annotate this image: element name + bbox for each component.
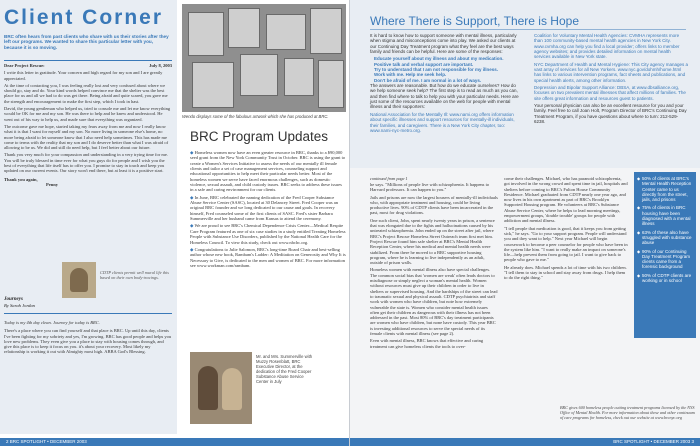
story-paragraph: he says. "Millions of people live with schizophrenia. It happens to Harvard professors. It can happen to you." [370, 182, 490, 193]
letter-signoff: Thank you again, [4, 176, 38, 182]
client-photo-caption: CDTP clients permit well mural life this based on their own body-tracings. [100, 270, 169, 280]
story-paragraph: come their challenges. Michael, who has paranoid schizophrenia, got involved in the wrong crowd and spent time in jail, hospitals and shelters before coming to BRC's Fulton House Community Residence. Michael graduated from CDTP nearly one year ago, and now lives in his own apartment as part of BRC's Brooklyn Supported Housing program. He volunteers at BRC's Substance Abuse Service Center, where he helps to lead morning meetings, empowerment groups, 'double trouble' groups for people with addiction and mental illness. [504, 176, 628, 224]
divider [370, 29, 686, 30]
divider [4, 313, 172, 314]
dohmh-resource: NYC Department of Health and Mental Hygiene: This City agency manages a vast array of services for all New Yorkers. www.nyc.gov/dohmh/home.html has links to various intervention programs, fact sheets and publications, and special health alerts, among other information. [534, 61, 688, 83]
client-corner-intro: BRC often hears from past clients who share with us their stories after they left our programs. We wanted to share this particular letter with you, because it is so moving. [4, 34, 169, 50]
response-item: Work with me. Help me seek help. [374, 72, 447, 78]
letter-paragraph: At the time of contacting you, I was feeling really lost and very confused about where we should go, stay and do. Your kind words helped convince me that the shelter was the best place for us and all we had to do was get there. Being afraid and quite scared, you gave me the strength and encouragement to make the first step, which I took in hast. [4, 82, 168, 104]
update-paragraph: Homeless women now have an even greater resource in BRC, thanks to a $90,000 seed grant from the New York Community Trust in October. BRC is using the grant to create a Women's Services Initiative to assess the needs of our mentally ill female clients and tailor a set of case management services, counseling support and educational opportunities to help meet their particular needs better. Most of the homeless women we serve have faced enormous challenges, such as domestic violence, sexual assault, and child custody issues. BRC seeks to address these issues in a safe and caring environment for our clients. [190, 150, 346, 193]
journeys-byline: By Sarah Jordan [4, 303, 35, 308]
divider [4, 60, 172, 61]
letter-signature: Penny [46, 181, 59, 187]
story-paragraph: Jails and prisons are now the largest housers of mentally-ill individuals who, with appropriate treatment and housing, could be living productive lives. 90% of CDTP clients have been incarcerated in the past, most for drug violations. [370, 194, 498, 216]
artwork-caption: Wendo displays some of the fabulous artwork which she has produced at BRC. [182, 114, 329, 119]
responses-list [370, 56, 522, 83]
dedication-photo [190, 352, 252, 424]
cvmha-resource: Coalition for Voluntary Mental Health Agencies: CVMHA represents more than 100 community-based mental health agencies in New York City. www.cvmha.org can help you find a local provider; offers links to member agency websites; and provides detailed information on mental health services available in New York state. [534, 33, 680, 60]
right-page [350, 0, 700, 446]
diamond-icon: ◆ [190, 150, 194, 155]
letter-paragraph: I write this letter in gratitude. Your concern and high regard for my son and I are greatly appreciated. [4, 70, 163, 81]
program-updates-title: BRC Program Updates [190, 129, 329, 144]
update-paragraph: We are proud to see BRC's Chemical Dependence Crisis Center—Medical Respite Care Program featured as one of six case studies in a study entitled Treating Homeless People with Substance Use Disorders, published by the National Health Care for the Homeless Council. To view this study, check out www.nhchc.org. [190, 223, 346, 245]
stat-item: ◆ 90% of our Continuing Day Treatment Program clients came from a forensic background [637, 249, 693, 270]
stat-item: ◆ 75% of clients in BRC housing have been diagnosed with a mental illness [637, 205, 693, 226]
letter-salutation: Dear Project Rescue: [4, 63, 45, 68]
program-credit: BRC gives 600 homeless people cutting treatment programs licensed by the NYS Office of Mental Health. For more information about these and other continuum of care programs for homeless, check out our website at www.brcnyc.org [560, 405, 695, 420]
right-footer: BRC SPOTLIGHT • DECEMBER 2003 3 [350, 438, 700, 446]
update-paragraph: Congratulations to Julie Salomon, BRC's long-time Board Chair and best-selling author whose new book, Rambam's Ladder: A Meditation on Generosity and Why It is Necessary to Give, is dedicated to the men and women of BRC. For more information see www.workman.com/rambam. [190, 246, 346, 268]
stat-item: ◆ 63% of these also have struggled with substance abuse [637, 230, 693, 246]
diamond-icon: ◆ [190, 223, 194, 229]
journey-paragraph: Today is my 4th day clean. Journey for today is BRC. [4, 320, 100, 325]
stats-box [634, 172, 696, 338]
program-updates-body [190, 150, 346, 270]
response-item: Try to understand that I am not responsible for my illness. [374, 67, 499, 73]
diamond-icon: ◆ [190, 194, 194, 200]
artwork-photo [182, 4, 346, 112]
story-paragraph: One such client, John, spent nearly twenty years in prison, a sentence that was elongated due to the fights and hallucinations caused by his untreated schizophrenia. John ended up on the street after jail, where BRC's Project Rescue Homeless Street Outreach team first met him. Project Rescue found him safe shelter at BRC's Mental Health Reception Center, where his medical and mental health needs were stabilized. From there he moved to a BRC supportive housing program, where he is learning to live independently as an adult, outside of prison walls. [370, 217, 495, 266]
letter-paragraph: The outcome gave me hope, started taking my fears away from me and now I really know what it is that I want for myself and my son. No more living in someone else's home, no more being afraid to let someone know that I also need help sometimes. This has made me come to terms with the reality that my son and I do deserve better than what I was afraid of allowing to be us. We did and still do need help, but I feel better about our future. [4, 123, 169, 151]
journeys-text [4, 320, 172, 358]
client-letter [4, 63, 172, 187]
story-paragraph: Homeless women with mental illness also have special challenges. The common social bias that 'women are weak' often leads doctors to misdiagnose or simply neglect a woman's mental health. Women without resources must give up their children in order to live in shelters or supervised housing. And the hardships of the street can lead to traumatic sexual and physical assault. CDTP psychiatrists and staff work with women who have children, but note how extremely vulnerable the state is. Women who consider mental health issues often get their children as dangerous with their illness has not been addressed in the past. Most 80% of BRC's day treatment participants are women who have children, but none have custody. This year BRC is investing additional resources to serve the special needs of its female clients with mental illness (see page 2). [370, 267, 498, 337]
support-paragraph: The answers are reasonable. But how do we educate ourselves? How do we help someone seek help? The first step is to read as much as you can, and then find where to talk to help you with your particular needs. Here are just some of the resources available on the web for people with mental illness and their supporters: [370, 83, 519, 110]
dedication-photo-caption: Mr. and Mrs. Summerville with Muzzy Rosenblatt, BRC Executive Director, at the dedication of the Fred Cooper Substance Abuse Service Center in July [256, 354, 313, 384]
story-paragraph: "I tell people that medication is good, that it keeps you from getting sick," he says. "Go to your support program. People will understand you and they want to help." Next year Michael will begin coursework to become a peer counselor for people who have been in the system like him. "I want to really make an impact on someone's life—help prevent them from going to jail. I want to give back to people who gave to me." [504, 225, 628, 263]
update-paragraph: In June, BRC celebrated the naming dedication of the Fred Cooper Substance Abuse Service Center (SASC), located at 30 Delancey Street. Fred Cooper was an original BRC founder and we long dedicated to our cause and goals. In recovery himself, Fred counseled some of the first clients of SASC. Fred's sister Barbara Summerville and her husband came from Kansas to attend the ceremony. [190, 194, 338, 222]
nami-resource: National Association for the Mentally Ill: www.nami.org offers information about specific illnesses and support resources for mentally-ill individuals, their families, and caregivers. There is a New York City chapter, too: www.nami-nyc-metro.org. [370, 111, 515, 133]
letter-date: July 8, 2003 [149, 63, 172, 68]
response-item: Don't be afraid of me. I am normal in a lot of ways. [374, 77, 482, 83]
response-item: Educate yourself about my illness and about my medication. [374, 56, 504, 62]
story-paragraph: Even with mental illness, BRC knows that effective and caring treatment can give homeless clients the tools to over- [370, 338, 484, 349]
story-column-2 [504, 176, 628, 283]
stat-item: ◆ 50% of CDTP clients are working or in school [637, 273, 693, 284]
support-column-2 [534, 33, 688, 127]
client-corner-title: Client Corner [4, 6, 164, 29]
journey-paragraph: There's a place where you can find yourself and that place is BRC. Up until this day, clients I've been fighting for my sobriety and yes, I'm growing. BRC has good people and helps you love new problems. They even give you a place to stay with housing comes through, and give this place is to keep it focus on you. it's about your recovery. Most likely my relationship is working it out with Almighty most high. ABBA God's Blessing. [4, 328, 172, 355]
dbsa-resource: Depression and Bipolar Support Alliance: DBSA, at www.dbsalliance.org, focuses on two prevalent mental illnesses that affect millions of families. The site offers great information and resources guest to patients. [534, 85, 686, 101]
support-closing: Your personal physician can also be an excellent resource for you and your family. Feel free to call Joan Holt, Program Director of BRC's Continuing Day Treatment Program, if you have questions about where to turn: 212-529-6238. [534, 103, 687, 125]
client-photo [62, 262, 96, 298]
support-column-1 [370, 33, 522, 135]
letter-header [4, 63, 172, 68]
story-paragraph: He already does. Michael spends a lot of time with his two children. "I tell them to stay in school and stay away from drugs. I help them to do the right thing." [504, 264, 627, 281]
letter-paragraph: David, the young gentleman who helped us, tried to console me and let me know everything would be OK for me and my son. He was there to help and he knew and understood. He went out of his way to help us, and made sure that everything was organized. [4, 106, 171, 122]
story-column-1 [370, 182, 498, 351]
support-title: Where There is Support, There is Hope [370, 14, 579, 28]
continued-note: continued from page 1 [370, 176, 408, 181]
letter-paragraph: Thank you very much for your compassion and understanding in a very trying time for me. You will be truly blessed in time ever for what you guys do for people and I wish you the best of everything that life itself has to offer you. I promise to stay in touch and keep you updated on our current events. Our story won't end there, but at least it is a positive start. [4, 152, 168, 174]
left-footer: 2 BRC SPOTLIGHT • DECEMBER 2003 [0, 438, 350, 446]
diamond-icon: ◆ [190, 246, 194, 252]
journeys-title: Journeys [4, 297, 23, 302]
stat-item: ◆ 50% of clients at BRC's Mental Health Reception Center came to us directly from the street, jails, and prisons [637, 176, 693, 202]
support-intro: It is hard to know how to support someone with mental illness, particularly when stigma and misconceptions come into play. We asked our clients at our Continuing Day Treatment program what they feel are the best ways family and friends can be helpful. Here are some of the responses: [370, 33, 517, 55]
response-item: Positive talk and verbal support are important. [374, 61, 474, 67]
